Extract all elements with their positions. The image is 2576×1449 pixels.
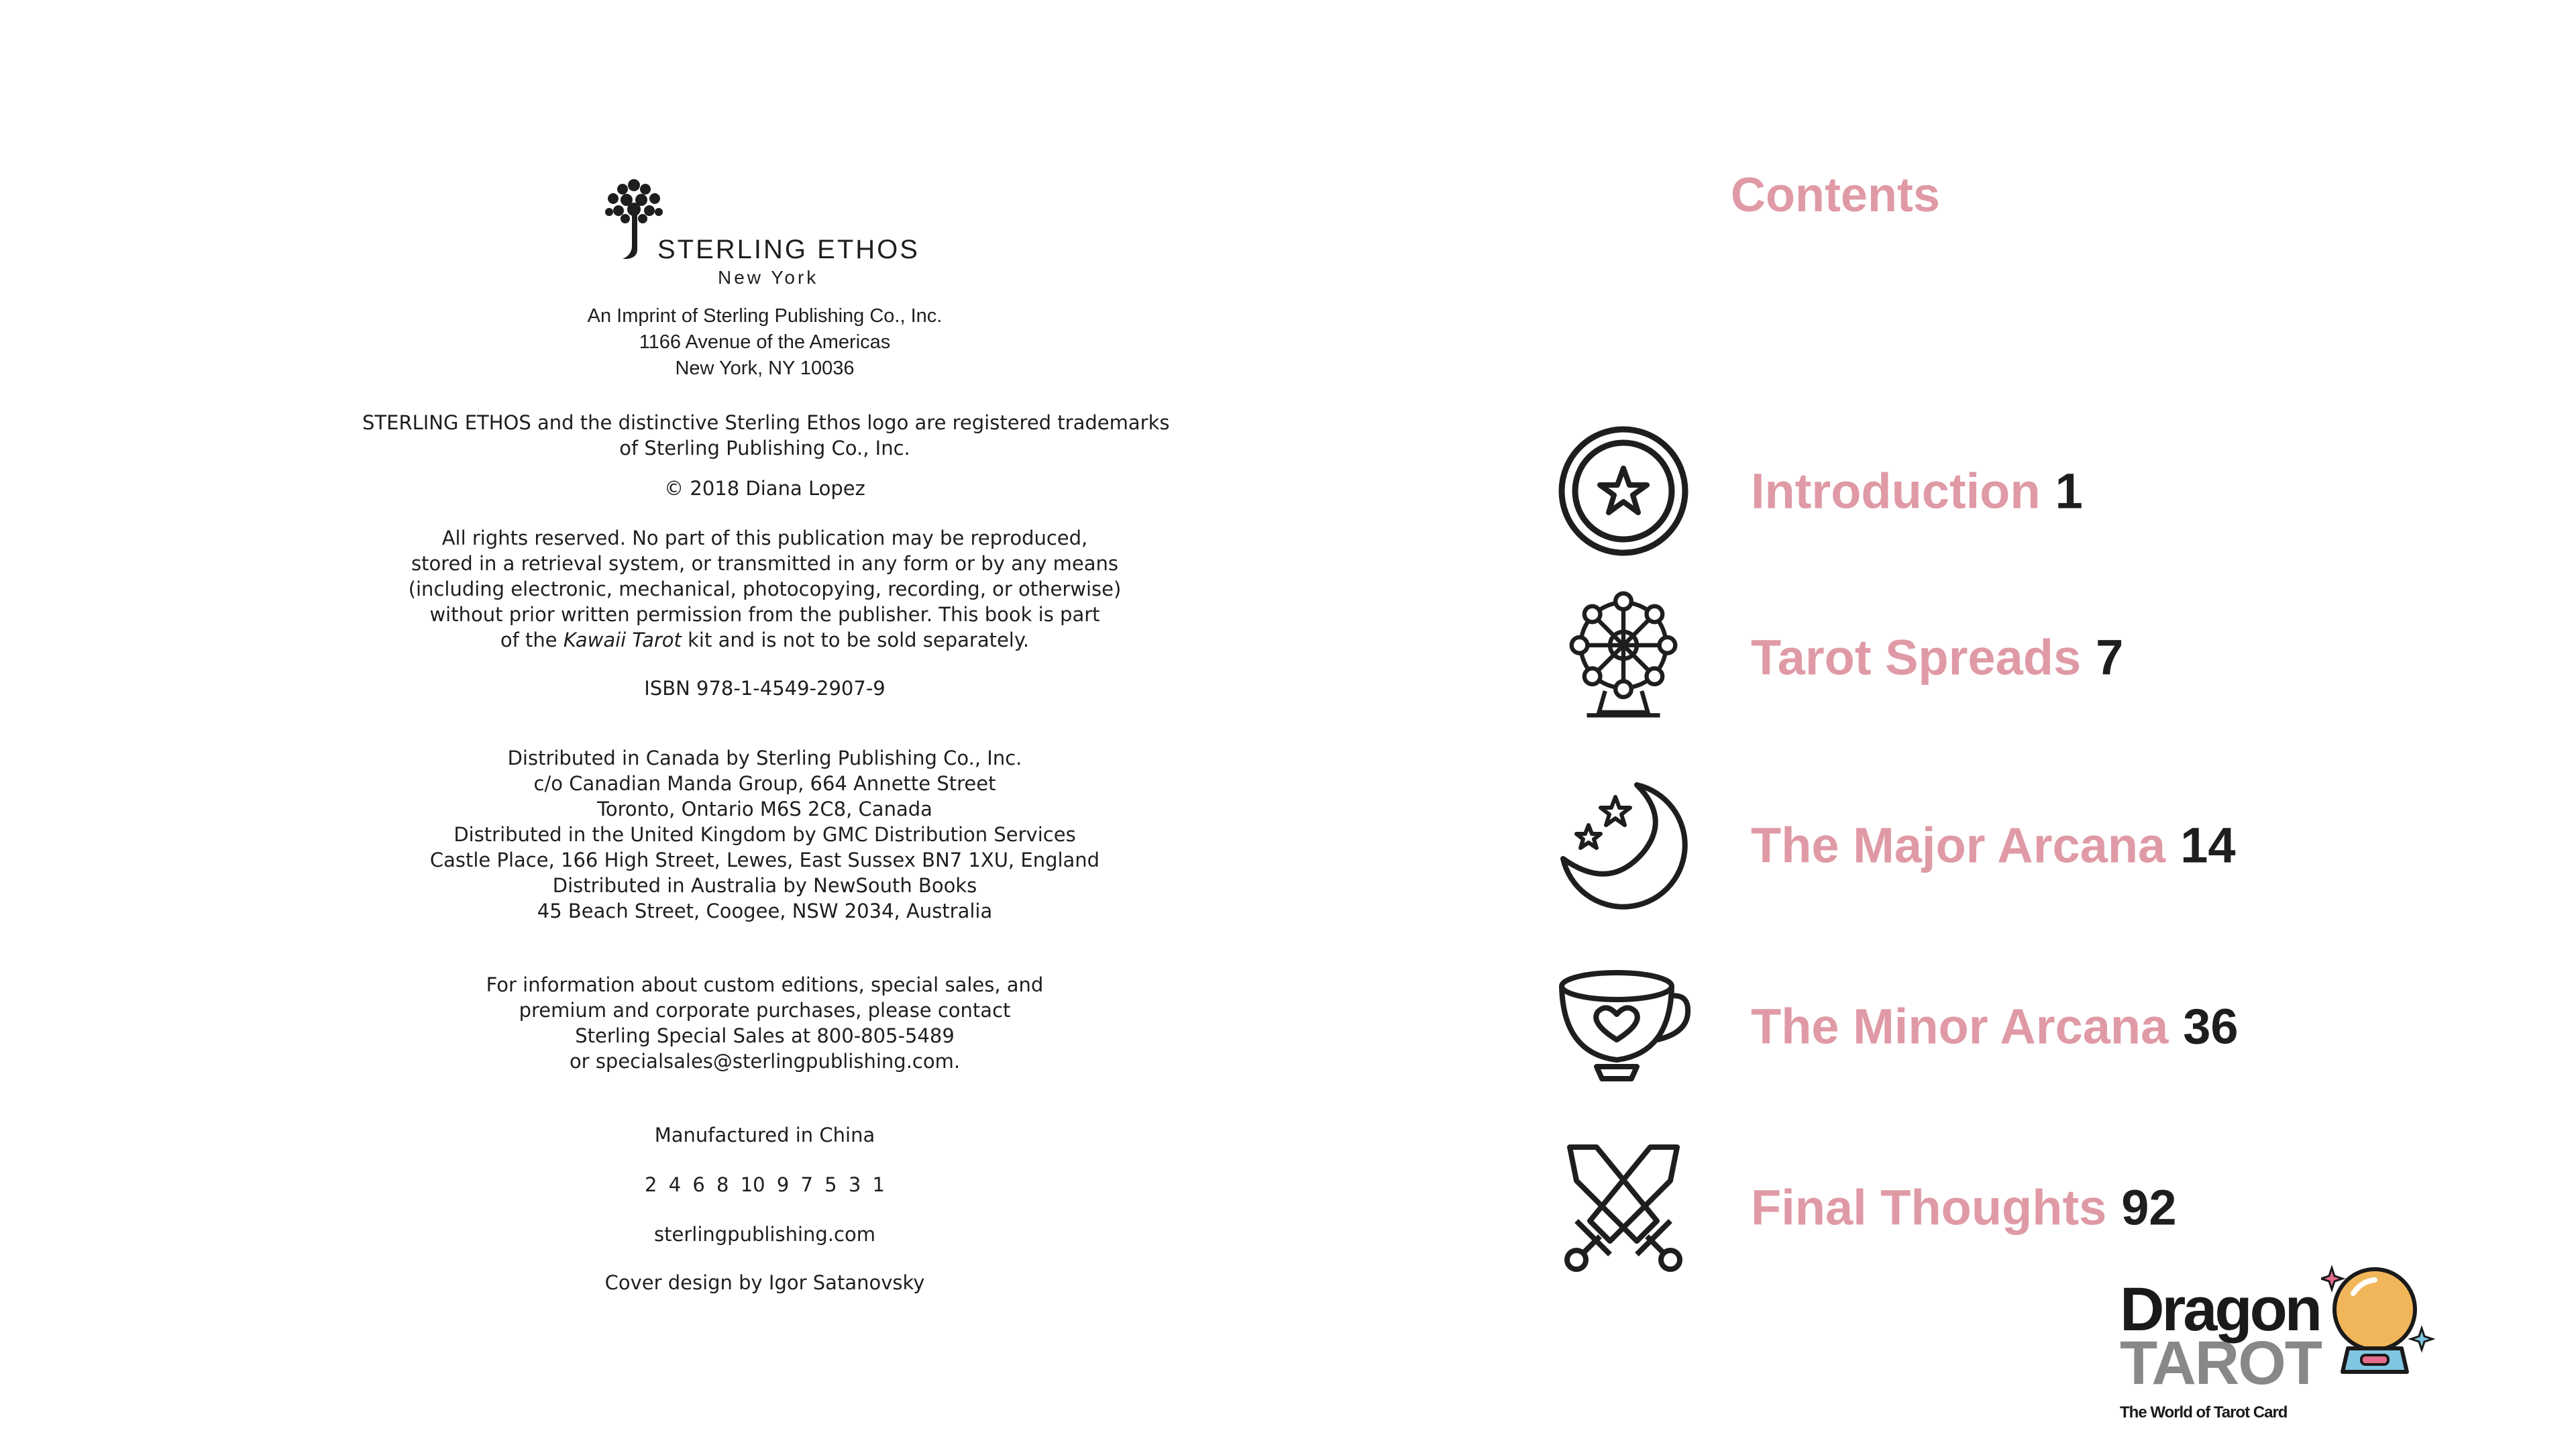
toc-label: Tarot Spreads xyxy=(1751,629,2082,686)
watermark-line2: TAROT xyxy=(2120,1329,2322,1397)
crossed-swords-icon xyxy=(1556,1140,1690,1275)
info-line: or specialsales@sterlingpublishing.com. xyxy=(569,1050,961,1073)
website-line: sterlingpublishing.com xyxy=(654,1223,875,1246)
special-sales-info xyxy=(362,972,1167,1074)
toc-label: The Minor Arcana xyxy=(1751,998,2169,1055)
kit-title: Kawaii Tarot xyxy=(563,629,682,651)
ferris-wheel-icon xyxy=(1556,590,1690,724)
distribution-info xyxy=(362,745,1167,924)
distribution-line: c/o Canadian Manda Group, 664 Annette Street xyxy=(533,772,996,795)
watermark-line1: Dragon xyxy=(2120,1275,2320,1344)
rights-line: without prior written permission from the publisher. This book is part xyxy=(429,603,1100,626)
trademark-line: STERLING ETHOS and the distinctive Sterling Ethos logo are registered trademarks xyxy=(362,411,1170,434)
isbn: ISBN 978-1-4549-2907-9 xyxy=(644,677,885,700)
toc-label: Introduction xyxy=(1751,463,2041,519)
imprint-line: New York, NY 10036 xyxy=(675,358,855,379)
toc-item-minor-arcana[interactable] xyxy=(1556,959,2428,1093)
moon-stars-icon xyxy=(1556,778,1690,912)
rights-line: stored in a retrieval system, or transmitted in any form or by any means xyxy=(411,552,1118,575)
rights-line-last xyxy=(362,627,1167,653)
imprint-line: 1166 Avenue of the Americas xyxy=(639,331,891,353)
manufactured-line: Manufactured in China xyxy=(654,1124,875,1146)
distribution-line: Toronto, Ontario M6S 2C8, Canada xyxy=(597,798,932,820)
watermark-tagline: The World of Tarot Card xyxy=(2120,1403,2288,1421)
imprint-address xyxy=(362,303,1167,382)
info-line: For information about custom editions, special sales, and xyxy=(486,973,1044,996)
rights-notice xyxy=(362,525,1167,653)
publisher-brand: STERLING ETHOS xyxy=(657,235,920,264)
crystal-ball-icon xyxy=(2321,1261,2435,1382)
toc-page: 1 xyxy=(2055,463,2083,519)
copyright-line: © 2018 Diana Lopez xyxy=(664,477,865,500)
toc-page: 92 xyxy=(2121,1179,2177,1236)
toc-item-final-thoughts[interactable] xyxy=(1556,1140,2428,1275)
dragon-tarot-watermark xyxy=(2120,1261,2455,1436)
toc-item-major-arcana[interactable] xyxy=(1556,778,2428,912)
star-coin-icon xyxy=(1556,424,1690,558)
distribution-line: Distributed in Australia by NewSouth Books xyxy=(552,874,977,897)
publisher-city: New York xyxy=(718,267,819,288)
distribution-line: Distributed in Canada by Sterling Publishing Co., Inc. xyxy=(507,747,1022,769)
rights-suffix: kit and is not to be sold separately. xyxy=(681,629,1030,651)
trademark-line: of Sterling Publishing Co., Inc. xyxy=(619,437,910,460)
publisher-logo xyxy=(362,176,1167,290)
print-numbers: 2 4 6 8 10 9 7 5 3 1 xyxy=(645,1173,885,1196)
toc-item-tarot-spreads[interactable] xyxy=(1556,590,2428,724)
heart-cup-icon xyxy=(1556,959,1690,1093)
toc-label: The Major Arcana xyxy=(1751,817,2166,873)
copyright-page xyxy=(362,176,1170,1295)
toc-item-introduction[interactable] xyxy=(1556,424,2428,558)
trademark-notice xyxy=(362,410,1170,461)
info-line: Sterling Special Sales at 800-805-5489 xyxy=(575,1024,955,1047)
toc-label: Final Thoughts xyxy=(1751,1179,2107,1236)
toc-page: 36 xyxy=(2183,998,2239,1055)
rights-line: (including electronic, mechanical, photocopying, recording, or otherwise) xyxy=(408,578,1122,600)
distribution-line: Castle Place, 166 High Street, Lewes, East Sussex BN7 1XU, England xyxy=(429,849,1100,871)
cover-credit: Cover design by Igor Satanovsky xyxy=(604,1271,925,1294)
info-line: premium and corporate purchases, please contact xyxy=(519,999,1011,1022)
distribution-line: 45 Beach Street, Coogee, NSW 2034, Australia xyxy=(537,900,993,922)
contents-title: Contents xyxy=(1731,168,1940,222)
toc-page: 14 xyxy=(2180,817,2236,873)
toc-page: 7 xyxy=(2096,629,2124,686)
imprint-line: An Imprint of Sterling Publishing Co., Inc. xyxy=(587,305,943,327)
distribution-line: Distributed in the United Kingdom by GMC Distribution Services xyxy=(453,823,1076,846)
rights-prefix: of the xyxy=(500,629,564,651)
rights-line: All rights reserved. No part of this publication may be reproduced, xyxy=(441,527,1088,549)
